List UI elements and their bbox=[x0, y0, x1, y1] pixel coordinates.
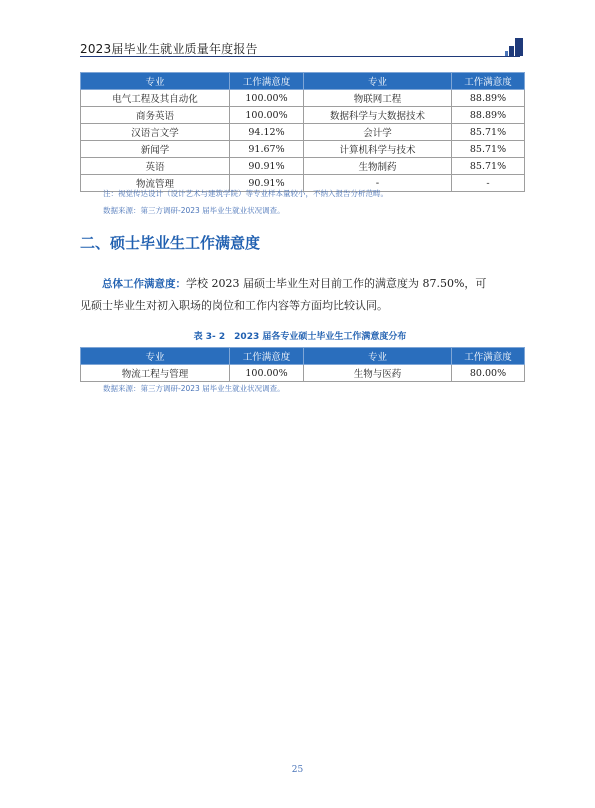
header-divider bbox=[80, 56, 520, 57]
satisfaction-cell: 80.00% bbox=[452, 365, 525, 382]
satisfaction-cell: 88.89% bbox=[452, 107, 525, 124]
satisfaction-cell: 90.91% bbox=[230, 158, 304, 175]
satisfaction-cell: 85.71% bbox=[452, 124, 525, 141]
major-cell: 计算机科学与技术 bbox=[304, 141, 452, 158]
satisfaction-cell: 88.89% bbox=[452, 90, 525, 107]
column-header-major: 专业 bbox=[304, 348, 452, 365]
table-row bbox=[81, 107, 525, 124]
satisfaction-cell: 85.71% bbox=[452, 158, 525, 175]
major-cell: 物流管理 bbox=[81, 175, 230, 192]
column-header-satisfaction: 工作满意度 bbox=[230, 348, 304, 365]
undergrad-satisfaction-table bbox=[80, 72, 525, 192]
major-cell: 电气工程及其自动化 bbox=[81, 90, 230, 107]
data-source-note: 数据来源：第三方调研-2023 届毕业生就业状况调查。 bbox=[103, 384, 285, 393]
column-header-satisfaction: 工作满意度 bbox=[452, 73, 525, 90]
master-satisfaction-table bbox=[80, 347, 525, 382]
table-row bbox=[81, 158, 525, 175]
major-cell: 生物与医药 bbox=[304, 365, 452, 382]
summary-paragraph-line1 bbox=[80, 275, 520, 291]
major-cell: 物流工程与管理 bbox=[81, 365, 230, 382]
satisfaction-cell: 100.00% bbox=[230, 365, 304, 382]
major-cell: 数据科学与大数据技术 bbox=[304, 107, 452, 124]
table-row bbox=[81, 90, 525, 107]
table-row bbox=[81, 124, 525, 141]
major-cell: 汉语言文学 bbox=[81, 124, 230, 141]
major-cell: 物联网工程 bbox=[304, 90, 452, 107]
table-caption: 表 3- 2 2023 届各专业硕士毕业生工作满意度分布 bbox=[193, 332, 407, 342]
report-header-title: 2023届毕业生就业质量年度报告 bbox=[80, 42, 258, 56]
satisfaction-cell: - bbox=[452, 175, 525, 192]
satisfaction-cell: 94.12% bbox=[230, 124, 304, 141]
column-header-major: 专业 bbox=[81, 73, 230, 90]
summary-paragraph-line2: 见硕士毕业生对初入职场的岗位和工作内容等方面均比较认同。 bbox=[80, 299, 388, 312]
summary-lead: 总体工作满意度： bbox=[102, 278, 186, 290]
satisfaction-cell: 91.67% bbox=[230, 141, 304, 158]
column-header-major: 专业 bbox=[304, 73, 452, 90]
column-header-satisfaction: 工作满意度 bbox=[452, 348, 525, 365]
satisfaction-cell: 100.00% bbox=[230, 107, 304, 124]
major-cell: 新闻学 bbox=[81, 141, 230, 158]
satisfaction-cell: 85.71% bbox=[452, 141, 525, 158]
major-cell: 英语 bbox=[81, 158, 230, 175]
summary-text: 学校 2023 届硕士毕业生对目前工作的满意度为 87.50%，可 bbox=[186, 277, 487, 290]
table-header-row bbox=[81, 73, 525, 90]
major-cell: 会计学 bbox=[304, 124, 452, 141]
table-row bbox=[81, 365, 525, 382]
column-header-satisfaction: 工作满意度 bbox=[230, 73, 304, 90]
table-row bbox=[81, 141, 525, 158]
satisfaction-cell: 90.91% bbox=[230, 175, 304, 192]
report-logo-icon bbox=[505, 38, 523, 56]
page-number: 25 bbox=[291, 765, 304, 775]
major-cell: - bbox=[304, 175, 452, 192]
major-cell: 商务英语 bbox=[81, 107, 230, 124]
satisfaction-cell: 100.00% bbox=[230, 90, 304, 107]
table-header-row bbox=[81, 348, 525, 365]
data-source-note: 数据来源：第三方调研-2023 届毕业生就业状况调查。 bbox=[103, 206, 285, 215]
column-header-major: 专业 bbox=[81, 348, 230, 365]
major-cell: 生物制药 bbox=[304, 158, 452, 175]
section-heading: 二、硕士毕业生工作满意度 bbox=[80, 234, 261, 252]
table-note: 注：视觉传达设计（设计艺术与建筑学院）等专业样本量较小，不纳入报告分析范畴。 bbox=[103, 189, 388, 198]
